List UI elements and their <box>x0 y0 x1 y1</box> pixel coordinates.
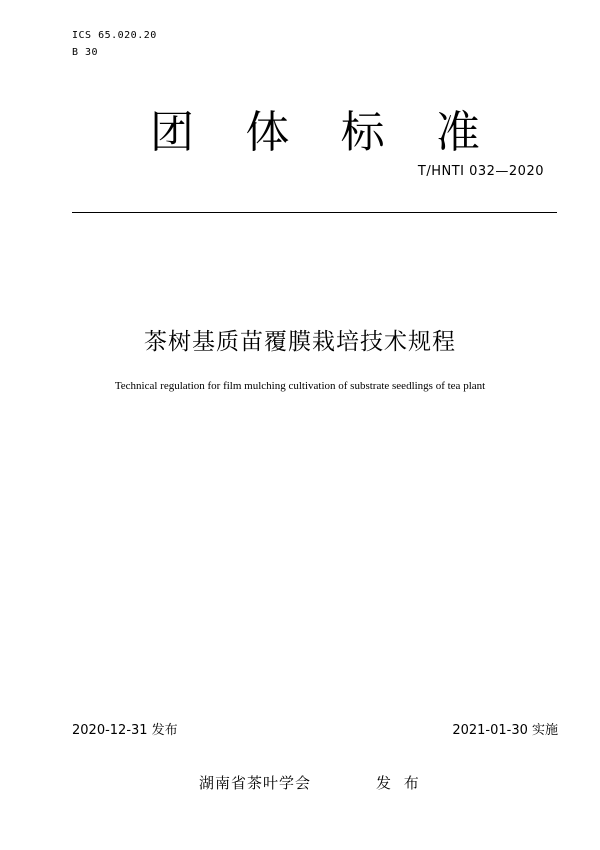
chinese-title: 茶树基质苗覆膜栽培技术规程 <box>144 329 456 355</box>
ics-code: ICS 65.020.20 <box>72 30 157 41</box>
implementation-date: 2021-01-30 实施 <box>452 723 558 738</box>
standard-type-char: 体 <box>245 107 290 158</box>
ccs-code: B 30 <box>72 47 99 58</box>
issue-date: 2020-12-31 发布 <box>72 723 178 738</box>
english-title: Technical regulation for film mulching cultivation of substrate seedlings of tea plant <box>114 380 486 392</box>
standard-number: T/HNTI 032—2020 <box>417 164 544 179</box>
publisher-name: 湖南省茶叶学会 <box>199 774 312 792</box>
standard-type-char: 团 <box>150 107 194 158</box>
standard-type-title <box>150 103 480 163</box>
publish-label: 发 布 <box>376 774 423 792</box>
standard-type-char: 准 <box>435 107 480 158</box>
header-divider <box>72 212 557 213</box>
standard-type-char: 标 <box>340 107 385 158</box>
